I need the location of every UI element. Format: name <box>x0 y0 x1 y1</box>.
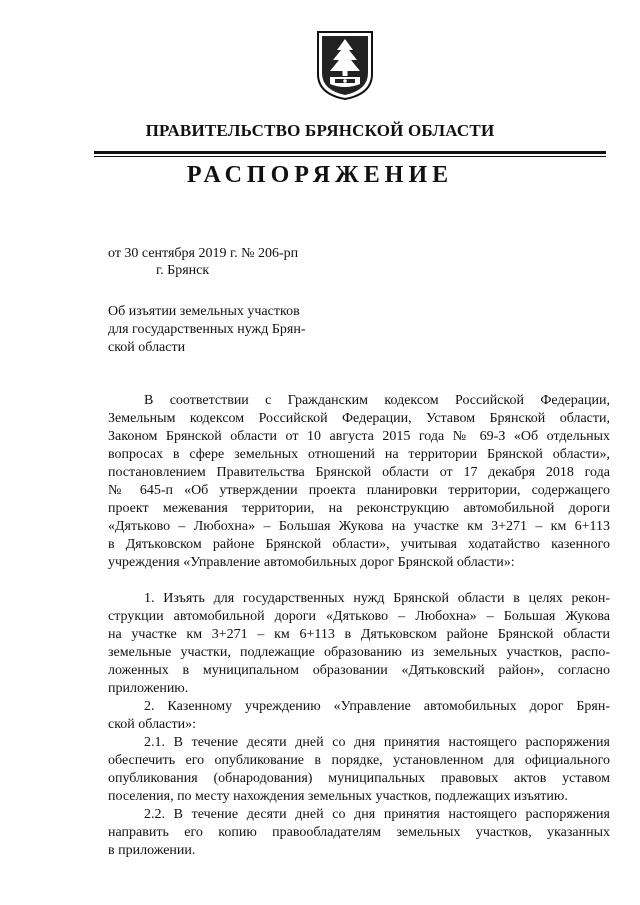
document-subject <box>108 303 338 357</box>
text-line: приложению. <box>108 681 189 696</box>
text-line: ложенных в муниципальном образовании «Дятьковский район», согласно <box>108 663 610 678</box>
item-2-2-paragraph <box>108 806 610 860</box>
item-2-1-paragraph <box>108 734 610 806</box>
subject-line: ской области <box>108 340 186 355</box>
item-2-paragraph <box>108 698 610 734</box>
document-body <box>108 392 610 860</box>
text-line: проект межевания территории, на реконструкцию автомобильной дороги <box>108 501 610 516</box>
subject-line: Об изъятии земельных участков <box>108 304 300 319</box>
paragraph-gap <box>108 572 610 590</box>
header-rule-thin <box>94 156 606 157</box>
text-line: на участке км 3+271 – км 6+113 в Дятьковском районе Брянской области <box>108 627 610 642</box>
document-type-title: РАСПОРЯЖЕНИЕ <box>186 162 454 188</box>
text-line: опубликования (обнародования) муниципальных правовых актов уставом <box>108 771 610 786</box>
text-line: ской области»: <box>108 717 196 732</box>
text-line: 1. Изъять для государственных нужд Брянской области в целях рекон- <box>144 591 610 606</box>
coat-of-arms-icon <box>316 30 374 100</box>
text-line: 2. Казенному учреждению «Управление автомобильных дорог Брян- <box>144 699 610 714</box>
text-line: в приложении. <box>108 843 196 858</box>
text-line: «Дятьково – Любохна» – Большая Жукова на участке км 3+271 – км 6+113 <box>108 519 610 534</box>
text-line: № 645-п «Об утверждении проекта планировки территории, содержащего <box>108 483 610 498</box>
text-line: В соответствии с Гражданским кодексом Российской Федерации, <box>144 393 610 408</box>
document-date-number: от 30 сентября 2019 г. № 206-рп <box>108 246 299 261</box>
text-line: земельные участки, подлежащие образованию из земельных участков, распо- <box>108 645 610 660</box>
preamble-paragraph <box>108 392 610 572</box>
item-1-paragraph <box>108 590 610 698</box>
government-title: ПРАВИТЕЛЬСТВО БРЯНСКОЙ ОБЛАСТИ <box>145 121 495 140</box>
text-line: Законом Брянской области от 10 августа 2015 года № 69-З «Об отдельных <box>108 429 610 444</box>
text-line: струкции автомобильной дороги «Дятьково – Любохна» – Большая Жукова <box>108 609 610 624</box>
text-line: в Дятьковском районе Брянской области», учитывая ходатайство казенного <box>108 537 610 552</box>
text-line: учреждения «Управление автомобильных дорог Брянской области»: <box>108 555 515 570</box>
text-line: направить его копию правообладателям земельных участков, указанных <box>108 825 610 840</box>
subject-line: для государственных нужд Брян- <box>108 322 306 337</box>
text-line: постановлением Правительства Брянской области от 17 декабря 2018 года <box>108 465 610 480</box>
text-line: вопросах в сфере земельных отношений на территории Брянской области», <box>108 447 610 462</box>
text-line: 2.2. В течение десяти дней со дня принятия настоящего распоряжения <box>144 807 610 822</box>
text-line: 2.1. В течение десяти дней со дня принятия настоящего распоряжения <box>144 735 610 750</box>
text-line: обеспечить его опубликование в порядке, установленном для официального <box>108 753 610 768</box>
text-line: Земельным кодексом Российской Федерации, Уставом Брянской области, <box>108 411 610 426</box>
document-city: г. Брянск <box>156 263 210 278</box>
header-rule-thick <box>94 151 606 154</box>
text-line: поселения, по месту нахождения земельных участков, подлежащих изъятию. <box>108 789 568 804</box>
